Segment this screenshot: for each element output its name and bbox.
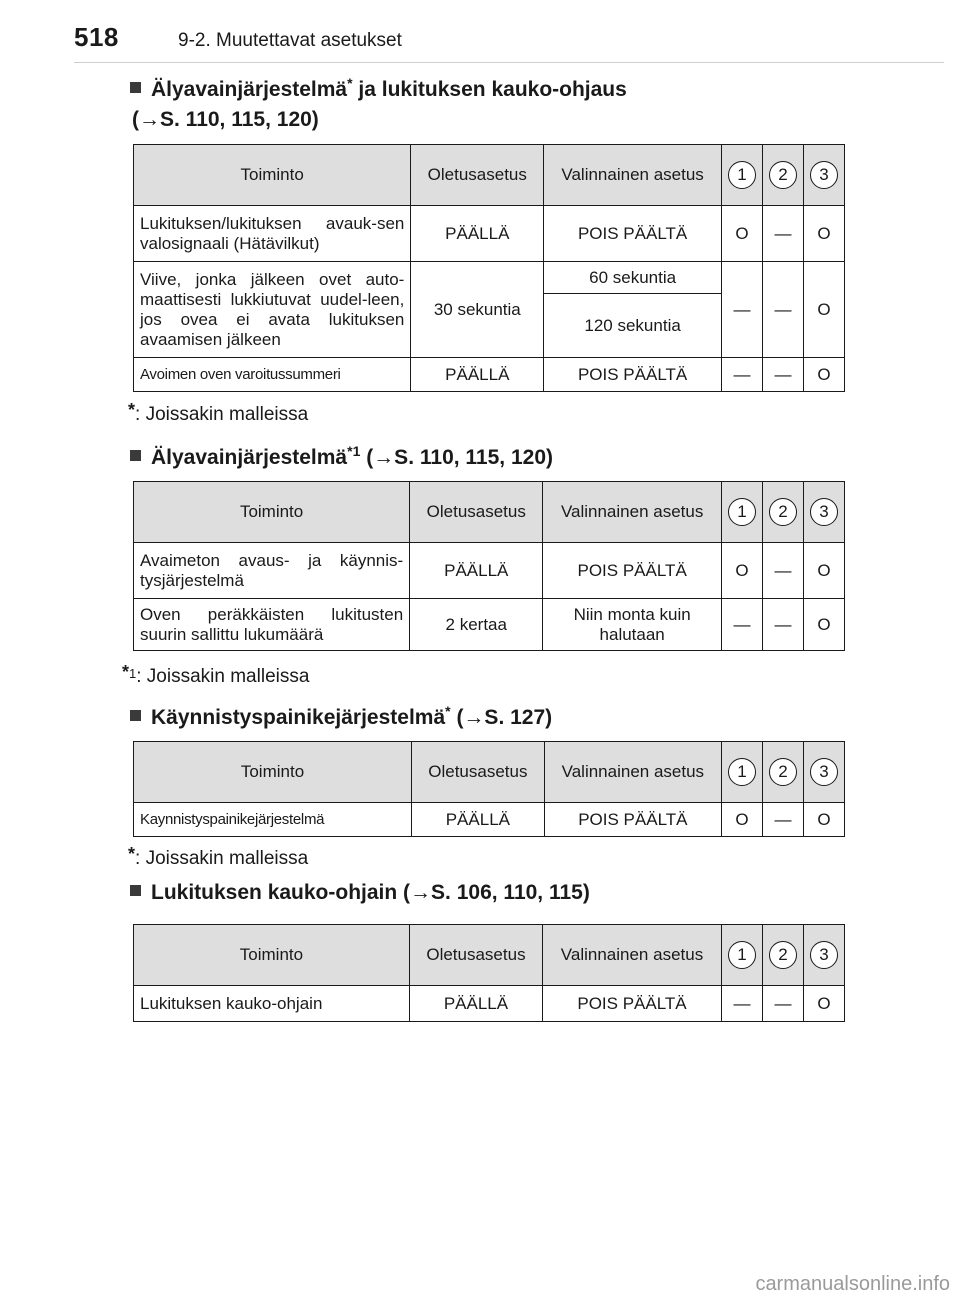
col-2: [762, 482, 803, 543]
mark-cell: —: [762, 599, 803, 651]
circled-3-icon: 3: [810, 758, 838, 786]
col-function: Toiminto: [134, 925, 410, 986]
footnote-1: *: Joissakin malleissa: [128, 400, 309, 425]
default-cell: PÄÄLLÄ: [410, 543, 543, 599]
table-row: [134, 803, 845, 837]
optional-cell: POIS PÄÄLTÄ: [543, 986, 722, 1022]
mark-cell: —: [762, 262, 803, 358]
section-heading-3: Käynnistyspainikejärjestelmä* (→S. 127): [130, 696, 552, 733]
mark-cell: O: [803, 206, 844, 262]
square-bullet-icon: [130, 885, 141, 896]
optional-cell: POIS PÄÄLTÄ: [543, 543, 722, 599]
col-function: Toiminto: [134, 482, 410, 543]
circled-2-icon: 2: [769, 161, 797, 189]
col-optional: Valinnainen asetus: [544, 145, 722, 206]
settings-table-3: [133, 741, 845, 837]
circled-3-icon: 3: [810, 161, 838, 189]
square-bullet-icon: [130, 450, 141, 461]
col-3: [803, 145, 844, 206]
col-2: [762, 145, 803, 206]
optional-cell: Niin monta kuin halutaan: [543, 599, 722, 651]
col-default: Oletusasetus: [412, 742, 545, 803]
section-heading-1: Älyavainjärjestelmä* ja lukituksen kauko-ohjaus (→S. 110, 115, 120): [130, 68, 627, 135]
optional-cell: 60 sekuntia: [544, 262, 722, 294]
circled-2-icon: 2: [769, 758, 797, 786]
circled-2-icon: 2: [769, 498, 797, 526]
table-row: [134, 599, 845, 651]
settings-table-2: [133, 481, 845, 651]
table-header-row: [134, 925, 845, 986]
circled-1-icon: 1: [728, 161, 756, 189]
col-function: Toiminto: [134, 742, 412, 803]
mark-cell: —: [721, 599, 762, 651]
optional-cell: POIS PÄÄLTÄ: [544, 206, 722, 262]
page-number: 518: [74, 22, 119, 52]
function-cell: Lukituksen/lukituksen avauk-sen valosignaali (Hätävilkut): [134, 206, 411, 262]
section-heading-2: Älyavainjärjestelmä$^{*1}$ (→S. 110, 115, 120): [130, 436, 553, 473]
function-cell: Lukituksen kauko-ohjain: [134, 986, 410, 1022]
mark-cell: —: [762, 543, 803, 599]
page-reference: (→S. 110, 115, 120): [132, 108, 319, 131]
circled-1-icon: 1: [728, 941, 756, 969]
mark-cell: O: [803, 358, 844, 392]
mark-cell: —: [762, 206, 803, 262]
page-header: [74, 18, 944, 58]
col-default: Oletusasetus: [411, 145, 544, 206]
col-1: [721, 742, 762, 803]
mark-cell: O: [803, 599, 844, 651]
footnote-3: *: Joissakin malleissa: [128, 844, 309, 869]
chapter-title: 9-2. Muutettavat asetukset: [178, 30, 402, 51]
circled-2-icon: 2: [769, 941, 797, 969]
default-cell: PÄÄLLÄ: [411, 358, 544, 392]
mark-cell: O: [803, 803, 844, 837]
mark-cell: O: [803, 986, 844, 1022]
mark-cell: —: [721, 986, 762, 1022]
circled-1-icon: 1: [728, 498, 756, 526]
mark-cell: O: [803, 262, 844, 358]
function-cell: Viive, jonka jälkeen ovet auto-maattisesti lukkiutuvat uudel-leen, jos ovea ei avata lukituksen avaamisen jälkeen: [134, 262, 411, 358]
col-optional: Valinnainen asetus: [543, 925, 722, 986]
col-optional: Valinnainen asetus: [543, 482, 722, 543]
table-header-row: [134, 482, 845, 543]
section-heading-4: Lukituksen kauko-ohjain (→S. 106, 110, 115): [130, 878, 590, 908]
table-header-row: [134, 145, 845, 206]
optional-cell: POIS PÄÄLTÄ: [544, 803, 721, 837]
col-2: [762, 925, 803, 986]
col-1: [721, 482, 762, 543]
circled-3-icon: 3: [810, 941, 838, 969]
square-bullet-icon: [130, 82, 141, 93]
mark-cell: —: [762, 358, 803, 392]
col-default: Oletusasetus: [409, 925, 542, 986]
col-1: [721, 145, 762, 206]
table-row: [134, 262, 845, 294]
col-optional: Valinnainen asetus: [544, 742, 721, 803]
mark-cell: O: [803, 543, 844, 599]
default-cell: 30 sekuntia: [411, 262, 544, 358]
optional-cell: POIS PÄÄLTÄ: [544, 358, 722, 392]
settings-table-1: [133, 144, 845, 392]
function-cell: Avaimeton avaus- ja käynnis-tysjärjestelmä: [134, 543, 410, 599]
col-default: Oletusasetus: [410, 482, 543, 543]
mark-cell: —: [762, 803, 803, 837]
mark-cell: —: [721, 262, 762, 358]
col-1: [721, 925, 762, 986]
optional-cell: 120 sekuntia: [544, 294, 722, 358]
header-rule: [74, 62, 944, 63]
function-cell: Avoimen oven varoitussummeri: [134, 358, 411, 392]
square-bullet-icon: [130, 710, 141, 721]
table-row: [134, 358, 845, 392]
default-cell: PÄÄLLÄ: [411, 206, 544, 262]
mark-cell: O: [721, 543, 762, 599]
col-3: [803, 925, 844, 986]
footnote-2: $^{*1}$: Joissakin malleissa: [122, 662, 310, 687]
table-row: [134, 206, 845, 262]
settings-table-4: [133, 924, 845, 1022]
mark-cell: O: [721, 206, 762, 262]
watermark: carmanualsonline.info: [755, 1273, 950, 1295]
mark-cell: —: [762, 986, 803, 1022]
col-2: [762, 742, 803, 803]
default-cell: 2 kertaa: [410, 599, 543, 651]
table-header-row: [134, 742, 845, 803]
default-cell: PÄÄLLÄ: [412, 803, 545, 837]
col-3: [803, 482, 844, 543]
function-cell: Oven peräkkäisten lukitusten suurin sallittu lukumäärä: [134, 599, 410, 651]
circled-3-icon: 3: [810, 498, 838, 526]
mark-cell: —: [721, 358, 762, 392]
table-row: [134, 543, 845, 599]
col-3: [803, 742, 844, 803]
function-cell: Kaynnistyspainikejärjestelmä: [134, 803, 412, 837]
mark-cell: O: [721, 803, 762, 837]
default-cell: PÄÄLLÄ: [409, 986, 542, 1022]
col-function: Toiminto: [134, 145, 411, 206]
table-row: [134, 986, 845, 1022]
circled-1-icon: 1: [728, 758, 756, 786]
